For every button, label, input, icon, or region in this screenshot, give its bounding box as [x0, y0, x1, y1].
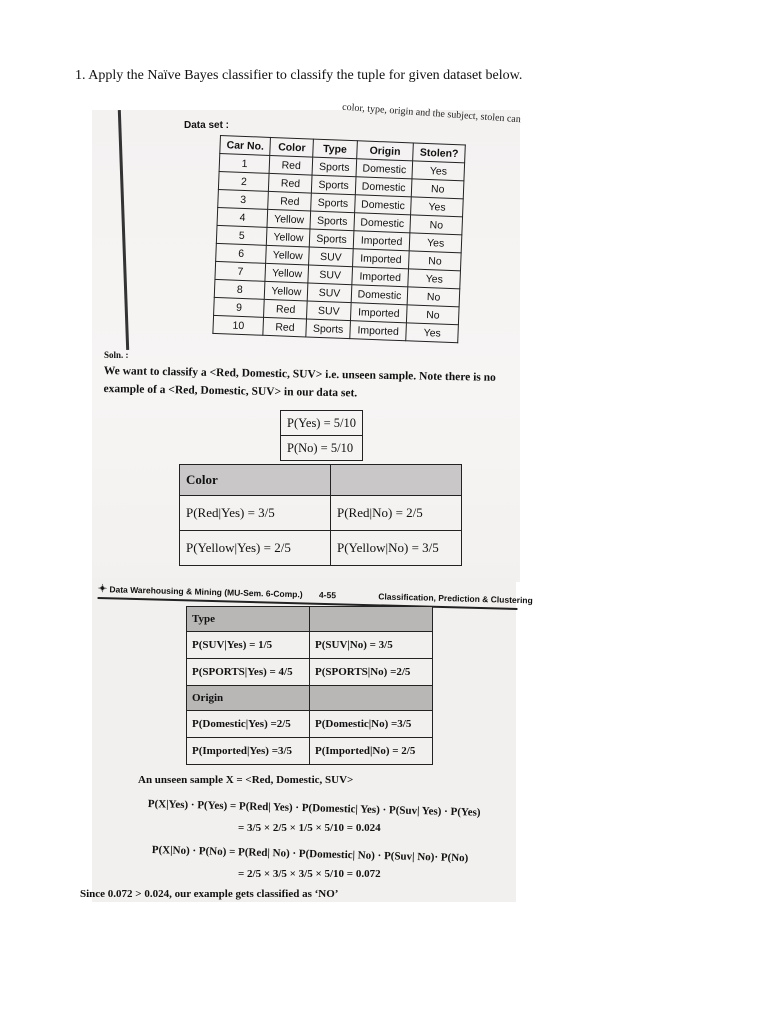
paragraph-line: We want to classify a <Red, Domestic, SUV> i.e. unseen sample. Note there is no — [103, 364, 496, 384]
origin-header: Origin — [187, 686, 310, 711]
table-cell: Red — [263, 317, 307, 337]
table-cell: Yes — [412, 161, 464, 181]
prob-cell: P(Domestic|Yes) =2/5 — [187, 711, 310, 738]
table-cell: Domestic — [355, 177, 412, 197]
table-cell: Yellow — [267, 227, 311, 247]
table-cell: 9 — [214, 297, 265, 317]
table-cell: 3 — [218, 189, 269, 209]
header-left: Data Warehousing & Mining (MU-Sem. 6-Comp.) — [109, 584, 303, 600]
header-page-number: 4-55 — [318, 589, 337, 601]
prob-cell: P(Imported|Yes) =3/5 — [187, 738, 310, 765]
dataset-body — [213, 154, 465, 343]
prob-cell: P(SUV|No) = 3/5 — [310, 632, 433, 659]
table-cell: Sports — [310, 229, 354, 249]
column-header: Stolen? — [413, 143, 465, 163]
prob-cell: P(Yellow|No) = 3/5 — [331, 531, 462, 566]
table-cell: No — [409, 251, 461, 271]
calc-line: = 3/5 × 2/5 × 1/5 × 5/10 = 0.024 — [238, 822, 381, 834]
table-cell: SUV — [309, 247, 353, 267]
table-cell: Yellow — [265, 263, 309, 283]
table-cell: Sports — [312, 157, 356, 177]
calc-line: An unseen sample X = <Red, Domestic, SUV> — [138, 774, 354, 786]
table-cell: SUV — [307, 301, 351, 321]
column-header: Car No. — [220, 136, 271, 156]
table-cell: Yes — [406, 323, 458, 343]
column-header: Origin — [356, 141, 413, 161]
table-cell: Red — [269, 173, 313, 193]
prob-cell: P(SUV|Yes) = 1/5 — [187, 632, 310, 659]
table-cell: Imported — [352, 267, 409, 287]
type-header: Type — [187, 607, 310, 632]
table-cell: Imported — [349, 321, 406, 341]
table-cell: Red — [269, 155, 313, 175]
solution-label: Soln. : — [104, 350, 129, 360]
table-cell: Domestic — [356, 159, 413, 179]
table-cell: Domestic — [354, 195, 411, 215]
book-photo-dataset — [92, 101, 522, 582]
table-cell: 6 — [216, 243, 267, 263]
type-origin-probability-table — [186, 606, 433, 765]
table-cell: Yellow — [265, 281, 309, 301]
column-header: Type — [313, 139, 357, 159]
color-probability-table — [179, 464, 462, 566]
prior-probability-table — [280, 410, 363, 461]
top-cut-text: color, type, origin and the subject, stolen can — [341, 101, 522, 126]
table-cell: Yellow — [266, 245, 310, 265]
table-cell: 8 — [214, 279, 265, 299]
prior-no: P(No) = 5/10 — [281, 436, 363, 461]
calc-line: P(X|No) · P(No) = P(Red| No) · P(Domestic| No) · P(Suv| No)· P(No) — [151, 844, 469, 865]
dataset-table — [212, 135, 465, 343]
table-cell: Yes — [411, 197, 463, 217]
table-cell: No — [407, 305, 459, 325]
table-cell: Red — [268, 191, 312, 211]
table-cell: Domestic — [354, 213, 411, 233]
table-cell: Yes — [410, 233, 462, 253]
calc-line: P(X|Yes) · P(Yes) = P(Red| Yes) · P(Domestic| Yes) · P(Suv| Yes) · P(Yes) — [147, 798, 481, 819]
table-cell: Imported — [353, 231, 410, 251]
table-cell: Imported — [350, 303, 407, 323]
prob-cell: P(Red|No) = 2/5 — [331, 496, 462, 531]
table-cell: 2 — [218, 171, 269, 191]
table-cell: 1 — [219, 154, 270, 174]
table-cell: Red — [264, 299, 308, 319]
question-text: 1. Apply the Naïve Bayes classifier to classify the tuple for given dataset below. — [75, 68, 523, 83]
table-cell: SUV — [308, 283, 352, 303]
column-header: Color — [270, 137, 314, 157]
table-cell: Sports — [311, 193, 355, 213]
table-cell: 5 — [216, 225, 267, 245]
prior-yes: P(Yes) = 5/10 — [281, 411, 363, 436]
table-cell: 10 — [213, 315, 264, 335]
prob-cell: P(SPORTS|No) =2/5 — [310, 659, 433, 686]
table-cell: No — [412, 179, 464, 199]
book-logo-icon: ✦ — [97, 582, 108, 596]
table-cell: SUV — [308, 265, 352, 285]
table-cell: Sports — [306, 319, 350, 339]
table-cell: Sports — [312, 175, 356, 195]
paragraph-line: example of a <Red, Domestic, SUV> in our data set. — [103, 382, 358, 400]
table-cell: No — [410, 215, 462, 235]
book-spine-shadow — [118, 110, 129, 350]
prob-cell: P(Red|Yes) = 3/5 — [180, 496, 331, 531]
origin-header-blank — [310, 686, 433, 711]
color-header-blank — [331, 465, 462, 496]
prob-cell: P(Domestic|No) =3/5 — [310, 711, 433, 738]
problem-paragraph — [103, 362, 564, 406]
prob-cell: P(Yellow|Yes) = 2/5 — [180, 531, 331, 566]
calc-line: = 2/5 × 3/5 × 3/5 × 5/10 = 0.072 — [238, 868, 381, 880]
table-cell: Sports — [310, 211, 354, 231]
table-cell: Domestic — [351, 285, 408, 305]
table-cell: Imported — [352, 249, 409, 269]
table-cell: 4 — [217, 207, 268, 227]
prob-cell: P(SPORTS|Yes) = 4/5 — [187, 659, 310, 686]
book-photo-probabilities — [80, 578, 533, 902]
table-cell: 7 — [215, 261, 266, 281]
prob-cell: P(Imported|No) = 2/5 — [310, 738, 433, 765]
dataset-label: Data set : — [184, 120, 230, 131]
table-cell: Yellow — [267, 209, 311, 229]
table-cell: No — [408, 287, 460, 307]
color-header: Color — [180, 465, 331, 496]
header-right: Classification, Prediction & Clustering — [378, 591, 533, 606]
type-header-blank — [310, 607, 433, 632]
calc-conclusion: Since 0.072 > 0.024, our example gets classified as ‘NO’ — [80, 888, 339, 900]
table-cell: Yes — [408, 269, 460, 289]
